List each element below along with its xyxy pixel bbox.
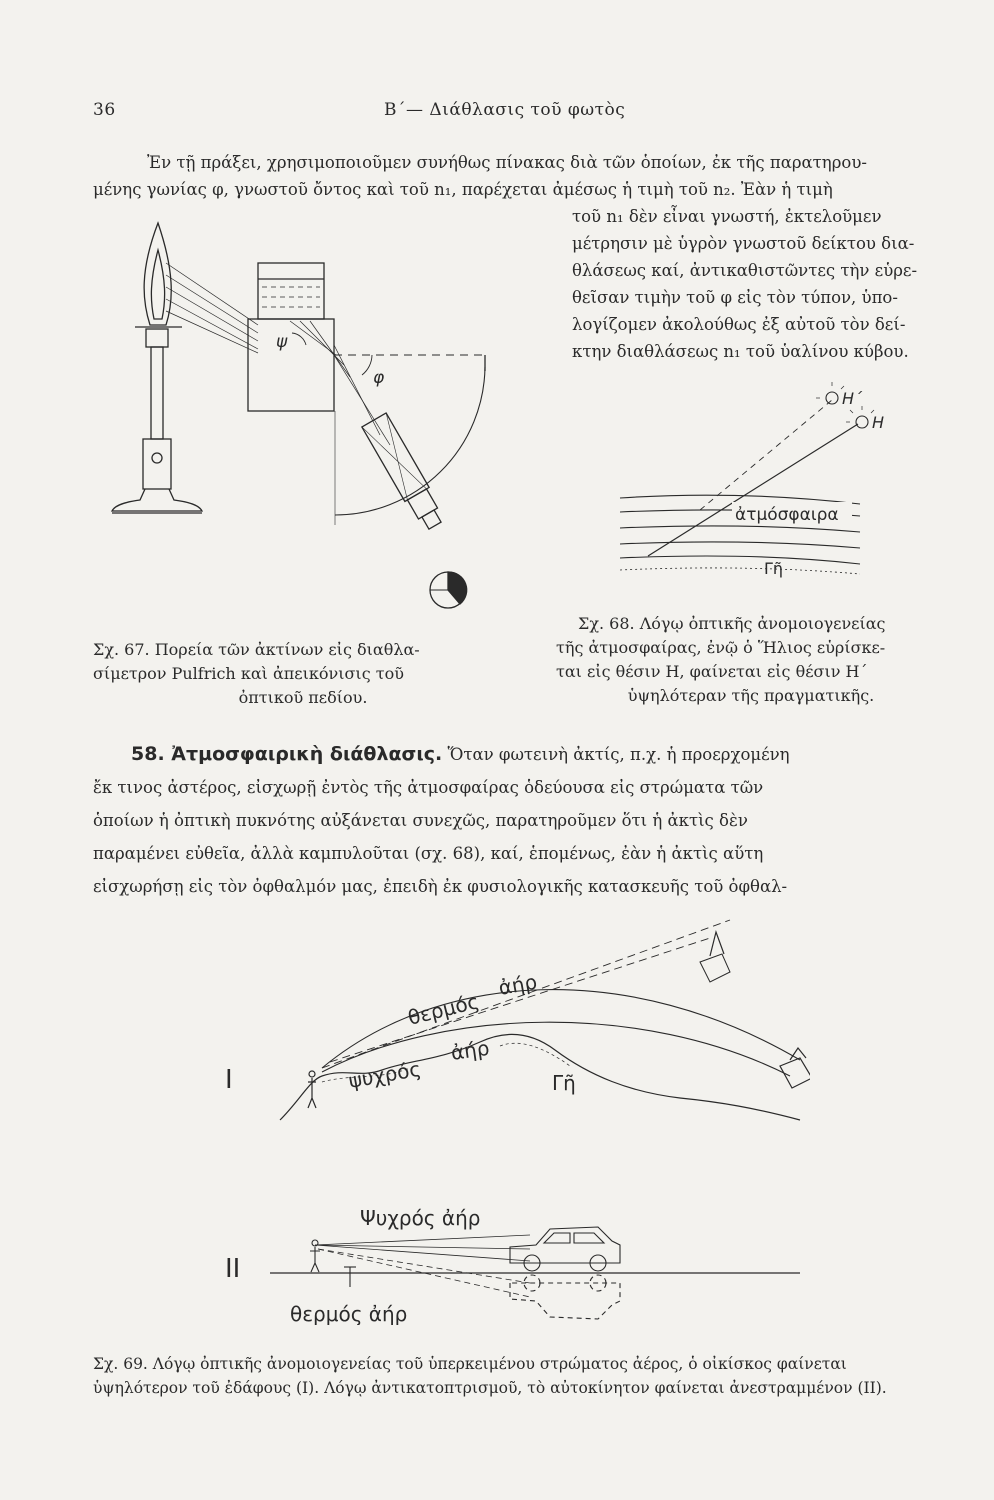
intro-line-2: μένης γωνίας φ, γνωστοῦ ὄντος καὶ τοῦ n₁, παρέχεται ἀμέσως ἡ τιμὴ τοῦ n₂. Ἐὰν ἡ τιμὴ [93, 180, 833, 199]
figure-69-part-2 [210, 1205, 810, 1325]
section-58-line: ὁποίων ἡ ὀπτικὴ πυκνότης αὐξάνεται συνεχῶς, παρατηροῦμεν ὅτι ἡ ἀκτὶς δὲν [93, 811, 748, 830]
intro-side-line: λογίζομεν ἀκολούθως ἐξ αὐτοῦ τὸν δεί- [572, 315, 906, 334]
intro-side-text [572, 203, 942, 365]
figure-67-caption [93, 638, 513, 710]
observer-icon [308, 1078, 316, 1108]
label-psi: ψ [276, 332, 288, 352]
label-h: Η [872, 413, 885, 432]
caption-line: ὑψηλότεραν τῆς πραγματικῆς. [627, 686, 875, 705]
intro-side-line: τοῦ n₁ δὲν εἶναι γνωστή, ἐκτελοῦμεν [572, 207, 882, 226]
caption-line: σίμετρον Pulfrich καὶ ἀπεικόνισις τοῦ [93, 664, 404, 683]
label-air-lower: ἀήρ [449, 1035, 491, 1065]
label-h-prime: Η΄ [842, 389, 863, 408]
label-cold-air-2: Ψυχρός ἀήρ [360, 1206, 481, 1230]
caption-line: Σχ. 67. Πορεία τῶν ἀκτίνων εἰς διαθλα- [93, 640, 420, 659]
caption-line: ὑψηλότερον τοῦ ἐδάφους (Ι). Λόγῳ ἀντικατοπτρισμοῦ, τὸ αὐτοκίνητον φαίνεται ἀνεστραμμένον (ΙΙ). [93, 1379, 887, 1397]
section-58-body [93, 771, 943, 903]
running-title: Β΄— Διάθλασις τοῦ φωτὸς [384, 100, 626, 120]
label-earth-fig69: Γῆ [552, 1071, 576, 1095]
page-number: 36 [93, 100, 116, 120]
caption-line: Σχ. 69. Λόγῳ ὀπτικῆς ἀνομοιογενείας τοῦ ὑπερκειμένου στρώματος ἀέρος, ὁ οἰκίσκος φαίνεται [93, 1355, 847, 1373]
intro-side-line: θλάσεως καί, ἀντικαθιστῶντες τὴν εὑρε- [572, 261, 918, 280]
label-warm-air-2: θερμός ἀήρ [290, 1302, 408, 1325]
figure-68-atmosphere [600, 380, 900, 590]
house-icon [780, 1058, 810, 1088]
section-58-line: ἔκ τινος ἀστέρος, εἰσχωρῇ ἐντὸς τῆς ἀτμοσφαίρας ὁδεύουσα εἰς στρώματα τῶν [93, 778, 764, 797]
figure-67-refractometer [100, 215, 530, 625]
roman-numeral-2: II [225, 1254, 241, 1284]
caption-line: τῆς ἀτμοσφαίρας, ἐνῷ ὁ Ἥλιος εὑρίσκε- [556, 638, 886, 657]
label-warm-air: θερμός [405, 989, 482, 1030]
label-air-upper: ἀήρ [496, 969, 539, 1000]
caption-line: Σχ. 68. Λόγῳ ὀπτικῆς ἀνομοιογενείας [578, 614, 886, 633]
flame-icon [144, 223, 171, 325]
roman-numeral-1: I [225, 1065, 233, 1095]
caption-line: ὀπτικοῦ πεδίου. [238, 688, 368, 707]
intro-line-1: Ἐν τῇ πράξει, χρησιμοποιοῦμεν συνήθως πίνακας διὰ τῶν ὁποίων, ἐκ τῆς παρατηρου- [147, 153, 867, 172]
section-58-first-line [93, 738, 943, 771]
sun-true-icon [856, 416, 868, 428]
observer-icon [310, 1247, 320, 1272]
section-58-title: 58. Ἀτμοσφαιρικὴ διάθλασις. [131, 743, 443, 765]
section-58-line: εἰσχωρήσῃ εἰς τὸν ὀφθαλμόν μας, ἐπειδὴ ἐκ φυσιολογικῆς κατασκευῆς τοῦ ὀφθαλ- [93, 877, 788, 896]
figure-69-caption [93, 1352, 943, 1400]
sun-apparent-icon [826, 392, 838, 404]
section-58-first-text: Ὅταν φωτεινὴ ἀκτίς, π.χ. ἡ προερχομένη [447, 745, 790, 764]
intro-side-line: μέτρησιν μὲ ὑγρὸν γνωστοῦ δείκτου δια- [572, 234, 915, 253]
caption-line: ται εἰς θέσιν Η, φαίνεται εἰς θέσιν Η΄ [556, 662, 868, 681]
intro-side-line: θεῖσαν τιμὴν τοῦ φ εἰς τὸν τύπον, ὑπο- [572, 288, 898, 307]
section-58-line: παραμένει εὐθεῖα, ἀλλὰ καμπυλοῦται (σχ. 68), καί, ἑπομένως, ἐὰν ἡ ἀκτὶς αὕτη [93, 844, 764, 863]
figure-69-part-1 [210, 910, 810, 1130]
label-atmosphere: ἀτμόσφαιρα [735, 505, 839, 525]
label-cold-air: ψυχρός [346, 1056, 423, 1093]
intro-side-line: κτην διαθλάσεως n₁ τοῦ ὑαλίνου κύβου. [572, 342, 909, 361]
figure-68-caption [556, 612, 946, 708]
label-earth: Γῆ [764, 559, 784, 578]
label-phi: φ [373, 368, 385, 388]
